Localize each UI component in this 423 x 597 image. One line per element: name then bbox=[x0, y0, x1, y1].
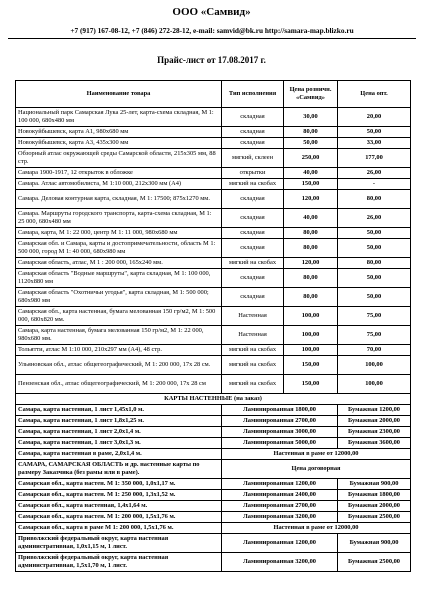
wholesale-price: 100,00 bbox=[338, 356, 411, 375]
wholesale-price: 26,00 bbox=[338, 209, 411, 228]
custom-maps-price: Цена договорная bbox=[222, 460, 411, 479]
product-name: Самара. Маршруты городского транспорта, карта-схема складная, М 1: 25 000, 680x480 мм bbox=[16, 209, 222, 228]
wholesale-price: 80,00 bbox=[338, 258, 411, 269]
table-row bbox=[16, 307, 411, 326]
wall-map-name: Самара, карта настенная в раме, 2,0x1,4 м. bbox=[16, 449, 222, 460]
wall-map-name: Приволжский федеральный округ, карта настенная административная, 1,0x1,15 м, 1 лист. bbox=[16, 534, 222, 553]
table-row bbox=[16, 108, 411, 127]
product-type: Настенная bbox=[222, 326, 284, 345]
paper-price: Бумажная 1200,00 bbox=[338, 405, 411, 416]
retail-price: 100,00 bbox=[284, 326, 338, 345]
retail-price: 40,00 bbox=[284, 209, 338, 228]
product-name: Самарская область, атлас, М 1 : 200 000, 165x240 мм. bbox=[16, 258, 222, 269]
paper-price: Бумажная 900,00 bbox=[338, 534, 411, 553]
laminated-price: Ламинированная 2700,00 bbox=[222, 501, 338, 512]
table-row bbox=[16, 190, 411, 209]
laminated-price: Ламинированная 2700,00 bbox=[222, 416, 338, 427]
product-type: мягкий, склеен bbox=[222, 149, 284, 168]
table-row bbox=[16, 269, 411, 288]
retail-price: 150,00 bbox=[284, 356, 338, 375]
wall-map-name: Самара, карта настенная, 1 лист 2,0x1,4 м. bbox=[16, 427, 222, 438]
product-type: складная bbox=[222, 239, 284, 258]
wholesale-price: 50,00 bbox=[338, 228, 411, 239]
wholesale-price: 20,00 bbox=[338, 108, 411, 127]
table-row bbox=[16, 512, 411, 523]
table-row bbox=[16, 523, 411, 534]
table-row bbox=[16, 534, 411, 553]
product-name: Национальный парк Самарская Лука 25-лет, карта-схема складная, М 1: 100 000, 680x480 мм bbox=[16, 108, 222, 127]
table-row bbox=[16, 179, 411, 190]
product-type: мягкий на скобах bbox=[222, 356, 284, 375]
table-row bbox=[16, 228, 411, 239]
wholesale-price: 75,00 bbox=[338, 326, 411, 345]
wholesale-price: 26,00 bbox=[338, 168, 411, 179]
product-name: Ульяновская обл., атлас общегеографический, М 1: 200 000, 17x 28 см. bbox=[16, 356, 222, 375]
retail-price: 120,00 bbox=[284, 190, 338, 209]
table-row bbox=[16, 127, 411, 138]
wall-map-name: Самарская обл., карта настен. М 1: 350 000, 1,0x1,17 м. bbox=[16, 479, 222, 490]
table-row bbox=[16, 138, 411, 149]
header-divider bbox=[8, 38, 416, 39]
wall-map-name: Самарская обл., карта в раме М 1: 200 000, 1,5x1,76 м. bbox=[16, 523, 222, 534]
wholesale-price: 50,00 bbox=[338, 288, 411, 307]
product-type: складная bbox=[222, 190, 284, 209]
wall-map-name: Самара, карта настенная, 1 лист 1,8x1,25 м. bbox=[16, 416, 222, 427]
wholesale-price: 50,00 bbox=[338, 269, 411, 288]
table-row bbox=[16, 460, 411, 479]
wall-map-name: Самарская обл., карта настен. М 1: 250 000, 1,3x1,52 м. bbox=[16, 490, 222, 501]
paper-price: Бумажная 2500,00 bbox=[338, 512, 411, 523]
product-name: Пензенская обл., атлас общегеографический, М 1: 200 000, 17x 28 см bbox=[16, 375, 222, 394]
col-header-wholesale: Цена опт. bbox=[338, 81, 411, 108]
wholesale-price: - bbox=[338, 179, 411, 190]
table-row bbox=[16, 553, 411, 572]
wholesale-price: 177,00 bbox=[338, 149, 411, 168]
product-type: складная bbox=[222, 108, 284, 127]
table-row bbox=[16, 149, 411, 168]
retail-price: 80,00 bbox=[284, 127, 338, 138]
table-row bbox=[16, 438, 411, 449]
product-type: складная bbox=[222, 288, 284, 307]
col-header-retail: Цена розничн. «Самвид» bbox=[284, 81, 338, 108]
retail-price: 80,00 bbox=[284, 228, 338, 239]
wholesale-price: 50,00 bbox=[338, 127, 411, 138]
product-type: складная bbox=[222, 127, 284, 138]
retail-price: 100,00 bbox=[284, 307, 338, 326]
product-name: Самара, карта настенная, бумага мелованная 150 гр/м2, М 1: 22 000, 980x680 мм. bbox=[16, 326, 222, 345]
paper-price: Бумажная 3600,00 bbox=[338, 438, 411, 449]
price-table bbox=[15, 80, 411, 572]
product-name: Самара. Деловая контурная карта, складная, М 1: 17500; 875x1270 мм. bbox=[16, 190, 222, 209]
product-type: складная bbox=[222, 138, 284, 149]
company-name: ООО «Самвид» bbox=[172, 6, 251, 18]
product-type: складная bbox=[222, 228, 284, 239]
product-type: мягкий на скобах bbox=[222, 375, 284, 394]
product-type: мягкий на скобах bbox=[222, 179, 284, 190]
table-row bbox=[16, 501, 411, 512]
wall-map-name: Приволжский федеральный округ, карта настенная административная, 1,5x1,70 м, 1 лист. bbox=[16, 553, 222, 572]
table-row bbox=[16, 239, 411, 258]
retail-price: 80,00 bbox=[284, 269, 338, 288]
wholesale-price: 100,00 bbox=[338, 375, 411, 394]
table-row bbox=[16, 356, 411, 375]
paper-price: Бумажная 2300,00 bbox=[338, 427, 411, 438]
col-header-name: Наименование товара bbox=[16, 81, 222, 108]
section-title-wall-maps: КАРТЫ НАСТЕННЫЕ (на заказ) bbox=[16, 394, 411, 405]
retail-price: 40,00 bbox=[284, 168, 338, 179]
product-type: Настенная bbox=[222, 307, 284, 326]
product-type: складная bbox=[222, 209, 284, 228]
col-header-type: Тип исполнения bbox=[222, 81, 284, 108]
paper-price: Бумажная 2000,00 bbox=[338, 501, 411, 512]
product-type: мягкий на скобах bbox=[222, 258, 284, 269]
retail-price: 120,00 bbox=[284, 258, 338, 269]
wall-map-name: Самара, карта настенная, 1 лист 1,45x1,0 м. bbox=[16, 405, 222, 416]
product-name: Самарская обл. и Самара, карты и достопримечательности, область М 1: 500 000, город М 1: 40 000, 680x980 мм bbox=[16, 239, 222, 258]
product-name: Новокуйбышевск, карта А1, 980x680 мм bbox=[16, 127, 222, 138]
retail-price: 250,00 bbox=[284, 149, 338, 168]
laminated-price: Ламинированная 3000,00 bbox=[222, 427, 338, 438]
table-row bbox=[16, 427, 411, 438]
wholesale-price: 80,00 bbox=[338, 190, 411, 209]
product-name: Тольятти, атлас М 1:10 000, 210x297 мм (А4), 48 стр. bbox=[16, 345, 222, 356]
product-name: Самара, карта, М 1: 22 000, центр М 1: 11 000, 980x680 мм bbox=[16, 228, 222, 239]
wholesale-price: 33,00 bbox=[338, 138, 411, 149]
table-row bbox=[16, 258, 411, 269]
product-name: Новокуйбышевск, карта А3, 435x300 мм bbox=[16, 138, 222, 149]
wholesale-price: 50,00 bbox=[338, 239, 411, 258]
paper-price: Бумажная 900,00 bbox=[338, 479, 411, 490]
table-row bbox=[16, 416, 411, 427]
wall-map-name: Самарская обл., карта настенная, 1,4x1,64 м. bbox=[16, 501, 222, 512]
table-row bbox=[16, 168, 411, 179]
retail-price: 50,00 bbox=[284, 138, 338, 149]
paper-price: Бумажная 2000,00 bbox=[338, 416, 411, 427]
laminated-price: Ламинированная 5000,00 bbox=[222, 438, 338, 449]
laminated-price: Ламинированная 3200,00 bbox=[222, 553, 338, 572]
table-row bbox=[16, 326, 411, 345]
framed-price: Настенная в раме от 12000,00 bbox=[222, 449, 411, 460]
table-row bbox=[16, 288, 411, 307]
custom-maps-title: САМАРА, САМАРСКАЯ ОБЛАСТЬ и др. настенные карты по размеру Заказчика (без рамы или в раме). bbox=[16, 460, 222, 479]
laminated-price: Ламинированная 3200,00 bbox=[222, 512, 338, 523]
retail-price: 80,00 bbox=[284, 239, 338, 258]
laminated-price: Ламинированная 1800,00 bbox=[222, 405, 338, 416]
table-row bbox=[16, 375, 411, 394]
table-row bbox=[16, 394, 411, 405]
table-row bbox=[16, 209, 411, 228]
table-row bbox=[16, 490, 411, 501]
framed-price: Настенная в раме от 12000,00 bbox=[222, 523, 411, 534]
product-type: открытки bbox=[222, 168, 284, 179]
product-name: Самарская обл., карта настенная, бумага мелованная 150 гр/м2, М 1: 500 000, 680x820 мм. bbox=[16, 307, 222, 326]
company-contacts: +7 (917) 167-08-12, +7 (846) 272-28-12, e-mail: samvid@bk.ru http://samara-map.blizko.ru bbox=[70, 26, 354, 35]
product-name: Самара. Атлас автомобилиста, М 1:10 000, 212x300 мм (А4) bbox=[16, 179, 222, 190]
product-name: Самарская область "Охотничьи угодья", карта складная, М 1: 500 000; 680x980 мм bbox=[16, 288, 222, 307]
product-name: Обзорный атлас окружающей среды Самарской области, 215x305 мм, 88 стр. bbox=[16, 149, 222, 168]
product-name: Самарская область "Водные маршруты", карта складная, М 1: 100 000, 1120x880 мм bbox=[16, 269, 222, 288]
product-type: мягкий на скобах bbox=[222, 345, 284, 356]
table-row bbox=[16, 449, 411, 460]
table-row bbox=[16, 345, 411, 356]
laminated-price: Ламинированная 2400,00 bbox=[222, 490, 338, 501]
paper-price: Бумажная 2500,00 bbox=[338, 553, 411, 572]
product-name: Самара 1900-1917, 12 открыток в обложке bbox=[16, 168, 222, 179]
wall-map-name: Самарская обл., карта настен. М 1: 200 000, 1,5x1,76 м. bbox=[16, 512, 222, 523]
retail-price: 30,00 bbox=[284, 108, 338, 127]
product-type: складная bbox=[222, 269, 284, 288]
retail-price: 150,00 bbox=[284, 375, 338, 394]
price-list-title: Прайс-лист от 17.08.2017 г. bbox=[157, 55, 266, 65]
wall-map-name: Самара, карта настенная, 1 лист 3,0x1,3 м. bbox=[16, 438, 222, 449]
table-header-row bbox=[16, 81, 411, 108]
laminated-price: Ламинированная 1200,00 bbox=[222, 479, 338, 490]
wholesale-price: 75,00 bbox=[338, 307, 411, 326]
retail-price: 150,00 bbox=[284, 179, 338, 190]
table-row bbox=[16, 405, 411, 416]
table-row bbox=[16, 479, 411, 490]
retail-price: 80,00 bbox=[284, 288, 338, 307]
paper-price: Бумажная 1800,00 bbox=[338, 490, 411, 501]
retail-price: 100,00 bbox=[284, 345, 338, 356]
laminated-price: Ламинированная 1200,00 bbox=[222, 534, 338, 553]
wholesale-price: 70,00 bbox=[338, 345, 411, 356]
